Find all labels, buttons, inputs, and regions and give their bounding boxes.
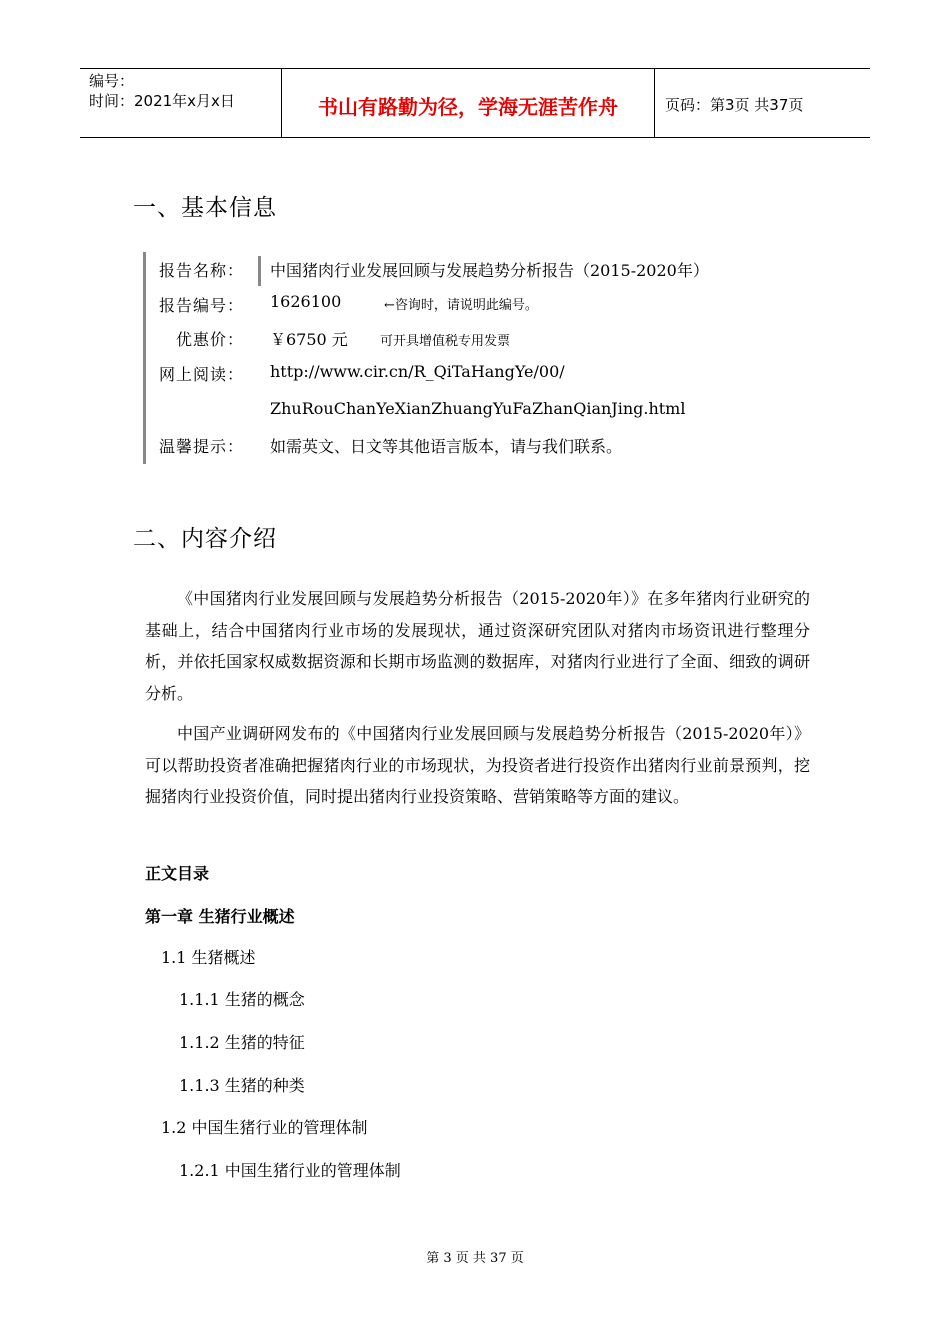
header-time-label: 时间：2021年x月x日 <box>89 92 235 110</box>
price-note: 可开具增值税专用发票 <box>380 334 511 349</box>
info-left-bar <box>143 252 146 464</box>
price: ￥6750 元 <box>270 330 348 349</box>
toc-item: 1.1 生猪概述 <box>161 948 256 967</box>
section-title-content: 二、内容介绍 <box>133 526 277 552</box>
report-no: 1626100 <box>270 292 342 311</box>
header-number-label: 编号： <box>89 72 135 90</box>
report-no-label: 报告编号： <box>158 296 244 315</box>
url-line2[interactable]: ZhuRouChanYeXianZhuangYuFaZhanQianJing.html <box>270 399 686 418</box>
url-line1[interactable]: http://www.cir.cn/R_QiTaHangYe/00/ <box>270 362 565 381</box>
report-name: 中国猪肉行业发展回顾与发展趋势分析报告（2015-2020年） <box>270 261 709 280</box>
tip-label: 温馨提示： <box>158 437 244 456</box>
toc-item: 1.1.3 生猪的种类 <box>179 1076 305 1095</box>
online-label: 网上阅读： <box>158 365 244 384</box>
report-no-note: ←咨询时，请说明此编号。 <box>384 298 538 313</box>
info-name-bar <box>258 256 261 286</box>
toc-item: 1.2.1 中国生猪行业的管理体制 <box>179 1161 401 1180</box>
toc-chapter-1: 第一章 生猪行业概述 <box>145 907 295 926</box>
toc-item: 1.2 中国生猪行业的管理体制 <box>161 1118 368 1137</box>
page-footer: 第 3 页 共 37 页 <box>426 1251 524 1266</box>
page-header <box>80 68 870 138</box>
toc-heading: 正文目录 <box>145 864 210 883</box>
toc-item: 1.1.1 生猪的概念 <box>179 990 305 1009</box>
header-motto: 书山有路勤为径，学海无涯苦作舟 <box>282 69 655 137</box>
tip-text: 如需英文、日文等其他语言版本，请与我们联系。 <box>270 437 623 456</box>
toc-item: 1.1.2 生猪的特征 <box>179 1033 305 1052</box>
content-para-2: 中国产业调研网发布的《中国猪肉行业发展回顾与发展趋势分析报告（2015-2020年）》可以帮助投资者准确把握猪肉行业的市场现状，为投资者进行投资作出猪肉行业前景预判，挖掘猪肉行业投资价值，同时提出猪肉行业投资策略、营销策略等方面的建议。 <box>145 724 810 806</box>
header-meta <box>80 69 282 137</box>
report-name-label: 报告名称： <box>158 261 244 280</box>
header-page-label: 页码：第3页 共37页 <box>665 95 804 114</box>
section-title-basic-info: 一、基本信息 <box>133 195 277 221</box>
content-para-1: 《中国猪肉行业发展回顾与发展趋势分析报告（2015-2020年）》在多年猪肉行业研究的基础上，结合中国猪肉行业市场的发展现状，通过资深研究团队对猪肉市场资讯进行整理分析，并依托国家权威数据资源和长期市场监测的数据库，对猪肉行业进行了全面、细致的调研分析。 <box>145 589 810 703</box>
price-label: 优惠价： <box>175 330 244 349</box>
